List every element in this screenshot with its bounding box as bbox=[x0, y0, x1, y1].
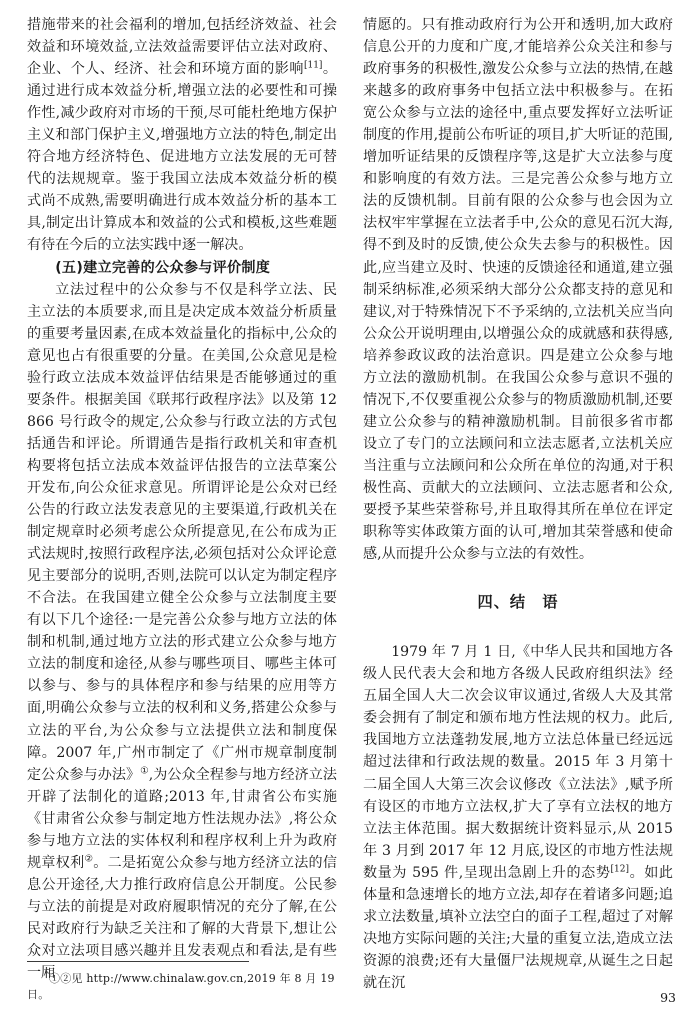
right-paragraph-2-text-b: 。如此体量和急速增长的地方立法,却存在着诸多问题;追求立法数量,填补立法空白的面子工程,超过了对解决地方实际问题的关注;大量的重复立法,造成立法资源的浪费;还有大量僵尸法规规章,从诞生之日起就在沉 bbox=[363, 864, 674, 991]
left-paragraph-continued bbox=[27, 14, 337, 257]
page-number: 93 bbox=[660, 990, 676, 1005]
footnote-area bbox=[27, 961, 337, 1003]
reference-marker-12: [12] bbox=[610, 864, 629, 874]
right-text-column bbox=[363, 14, 673, 994]
left-text-column bbox=[27, 14, 337, 984]
section-heading-conclusion: 四、结 语 bbox=[477, 593, 559, 612]
heading-spacer-top bbox=[363, 565, 673, 591]
footnote-date: ,2019 年 8 月 19 日。 bbox=[27, 972, 335, 1001]
footnote-divider bbox=[27, 961, 249, 962]
left-paragraph-1-text-b: 。通过进行成本效益分析,增强立法的必要性和可操作性,减少政府对市场的干预,尽可能杜绝地方保护主义和部门保护主义,增强地方立法的特色,制定出符合地方经济特色、促进地方立法发展的无可替代的法规规章。鉴于我国立法成本效益分析的模式尚不成熟,需要明确进行成本效益分析的基本工具,制定出计算成本和效益的公式和模板,这些难题有待在今后的立法实践中逐一解决。 bbox=[27, 61, 338, 254]
left-paragraph-2-text-c: 。二是拓宽公众参与地方经济立法的信息公开途径,大力推行政府信息公开制度。公民参与立法的前提是对政府履职情况的充分了解,在公民对政府行为缺乏关注和了解的大背景下,想让公众对立法项目感兴趣并且发表观点和看法,是有些一厢 bbox=[27, 854, 338, 982]
left-paragraph-1-text: 措施带来的社会福利的增加,包括经济效益、社会效益和环境效益,立法效益需要评估立法对政府、企业、个人、经济、社会和环境方面的影响 bbox=[27, 17, 337, 78]
right-paragraph-2-text-a: 1979 年 7 月 1 日,《中华人民共和国地方各级人民代表大会和地方各级人民政府组织法》经五届全国人大二次会议审议通过,省级人大及其常委会拥有了制定和颁布地方性法规的权力。此后,我国地方立法蓬勃发展,地方立法总体量已经远远超过法律和行政法规的数量。2015 年 3 月第十二届全国人大第三次会议修改《立法法》,赋予所有设区的市地方立法权,扩大了享有立法权的地方立法主体范围。据大数据统计资料显示,从 2015 年 3 月到 2017 年 12 月底,设区的市地方性法规数量为 595 件,呈现出急剧上升的态势 bbox=[363, 644, 673, 881]
footnote-entry bbox=[27, 971, 337, 1003]
right-paragraph-2 bbox=[363, 641, 673, 994]
footnote-marker-circled-1: ① bbox=[140, 764, 149, 776]
footnote-url: http://www.chinalaw.gov.cn bbox=[86, 972, 244, 985]
right-paragraph-continued: 情愿的。只有推动政府行为公开和透明,加大政府信息公开的力度和广度,才能培养公众关注和参与政府事务的积极性,激发公众参与立法的热情,在越来越多的政府事务中包括立法中积极参与。在拓宽公众参与立法的途径中,重点要发挥好立法听证制度的作用,提前公布听证的项目,扩大听证的范围,增加听证结果的反馈程序等,这是扩大立法参与度和影响度的有效方法。三是完善公众参与地方立法的反馈机制。目前有限的公众参与也会因为立法权牢牢掌握在立法者手中,公众的意见石沉大海,得不到及时的反馈,使公众失去参与的积极性。因此,应当建立及时、快速的反馈途径和通道,建立强制采纳标准,必须采纳大部分公众都支持的意见和建议,对于特殊情况下不予采纳的,立法机关应当向公众公开说明理由,以增强公众的成就感和获得感,培养参政议政的法治意识。四是建立公众参与地方立法的激励机制。在我国公众参与意识不强的情况下,不仅要重视公众参与的物质激励机制,还要建立公众参与的精神激励机制。目前很多省市都设立了专门的立法顾问和立法志愿者,立法机关应当注重与立法顾问和公众所在单位的沟通,对于积极性高、贡献大的立法顾问、立法志愿者和公众,要授予某些荣誉称号,并且取得其所在单位在评定职称等实体政策方面的认可,增加其荣誉感和使命感,从而提升公众参与立法的有效性。 bbox=[363, 17, 673, 563]
footnote-marker-circled-2: ② bbox=[84, 853, 94, 865]
subsection-heading: (五)建立完善的公众参与评价制度 bbox=[55, 259, 271, 276]
left-paragraph-2 bbox=[27, 279, 337, 985]
reference-marker-11: [11] bbox=[303, 60, 323, 71]
left-paragraph-2-text-a: 立法过程中的公众参与不仅是科学立法、民主立法的本质要求,而且是决定成本效益分析质量的重要考量因素,在成本效益量化的指标中,公众的意见也占有很重要的分量。在美国,公众意见是检验行政立法成本效益评估结果是否能够通过的重要条件。根据美国《联邦行政程序法》以及第 12866 号行政令的规定,公众参与行政立法的方式包括通告和评论。所谓通告是指行政机关和审查机构要将包括立法成本效益评估报告的立法草案公开发布,向公众征求意见。所谓评论是公众对已经公告的行政立法发表意见的主要渠道,行政机关在制定规章时必须考虑公众所提意见,在公布成为正式法规时,按照行政程序法,必须包括对公众评论意见主要部分的说明,否则,法院可以认定为制定程序不合法。在我国建立健全公众参与立法制度主要有以下几个途径:一是完善公众参与地方立法的体制和机制,通过地方立法的形式建立公众参与地方立法的制度和途径,从参与哪些项目、哪些主体可以参与、参与的具体程序和参与结果的应用等方面,明确公众参与立法的权利和义务,搭建公众参与立法的平台,为公众参与立法提供立法和制度保障。2007 年,广州市制定了《广州市规章制度制定公众参与办法》 bbox=[27, 281, 337, 783]
footnote-prefix: 见 bbox=[71, 972, 83, 985]
heading-spacer-bottom bbox=[363, 613, 673, 641]
left-paragraph-2-text-b: ,为公众全程参与地方经济立法开辟了法制化的道路;2013 年,甘肃省公布实施《甘肃省公众参与制定地方性法规办法》,将公众参与地方立法的实体权利和程序权利上升为政府规章权利 bbox=[27, 766, 338, 871]
footnote-markers: ①② bbox=[49, 972, 72, 985]
